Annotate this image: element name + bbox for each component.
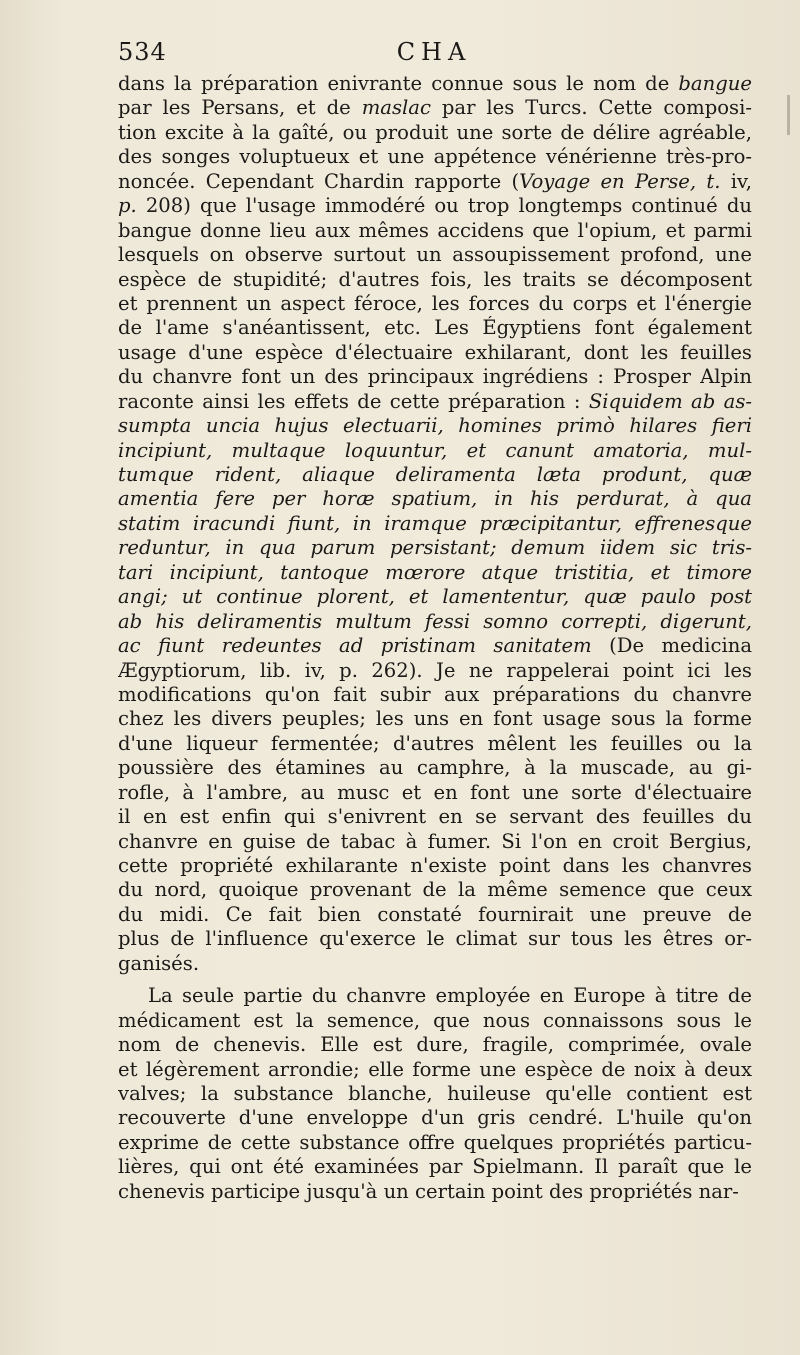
italic-text: Siquidem ab as-: [588, 389, 752, 413]
italic-text: incipiunt, multaque loquuntur, et canunt amatoria, mul-: [118, 438, 752, 462]
text-line: [118, 610, 752, 634]
text-line: [118, 1155, 752, 1179]
italic-text: Voyage en Perse, t.: [519, 169, 721, 193]
text-line: [118, 634, 752, 658]
italic-text: sumpta uncia hujus electuarii, homines primò hilares fieri: [118, 414, 752, 438]
text-line: [118, 781, 752, 805]
roman-text: du midi. Ce fait bien constaté fournirait une preuve de: [118, 902, 752, 926]
roman-text: du chanvre font un des principaux ingrédiens : Prosper Alpin: [118, 365, 752, 389]
text-line: [118, 878, 752, 902]
text-line: [118, 316, 752, 340]
text-line: [118, 732, 752, 756]
roman-text: usage d'une espèce d'électuaire exhilarant, dont les feuilles: [118, 340, 752, 364]
roman-text: chenevis participe jusqu'à un certain point des propriétés nar-: [118, 1179, 739, 1203]
text-line: [118, 1058, 752, 1082]
roman-text: rofle, à l'ambre, au musc et en font une sorte d'électuaire: [118, 780, 752, 804]
text-line: [118, 268, 752, 292]
text-line: [118, 659, 752, 683]
roman-text: recouverte d'une enveloppe d'un gris cendré. L'huile qu'on: [118, 1106, 752, 1130]
italic-text: ab his deliramentis multum fessi somno correpti, digerunt,: [118, 609, 752, 633]
text-line: [118, 952, 752, 976]
text-line: [118, 1082, 752, 1106]
roman-text: noncée. Cependant Chardin rapporte (: [118, 169, 520, 193]
roman-text: du nord, quoique provenant de la même semence que ceux: [118, 878, 752, 902]
paragraph: [118, 72, 752, 976]
text-line: [118, 707, 752, 731]
roman-text: par les Persans, et de: [118, 96, 362, 120]
roman-text: médicament est la semence, que nous connaissons sous le: [118, 1008, 752, 1032]
text-line: [118, 194, 752, 218]
text-line: [118, 487, 752, 511]
italic-text: amentia fere per horæ spatium, in his perdurat, à qua: [118, 487, 752, 511]
roman-text: lesquels on observe surtout un assoupissement profond, une: [118, 243, 752, 267]
text-line: [118, 414, 752, 438]
roman-text: et légèrement arrondie; elle forme une espèce de noix à deux: [118, 1057, 752, 1081]
italic-text: tari incipiunt, tantoque mœrore atque tristitia, et timore: [118, 560, 752, 584]
italic-text: ac fiunt redeuntes ad pristinam sanitatem: [118, 634, 592, 658]
text-line: [118, 1009, 752, 1033]
text-line: [118, 463, 752, 487]
roman-text: d'une liqueur fermentée; d'autres mêlent les feuilles ou la: [118, 731, 752, 755]
italic-text: p.: [118, 194, 137, 218]
running-head: CHA: [396, 38, 472, 66]
text-line: [118, 1180, 752, 1204]
text-line: [118, 145, 752, 169]
page-number: 534: [118, 38, 167, 66]
roman-text: lières, qui ont été examinées par Spielmann. Il paraît que le: [118, 1155, 752, 1179]
roman-text: par les Turcs. Cette composi-: [430, 96, 752, 120]
roman-text: ganisés.: [118, 951, 200, 975]
roman-text: dans la préparation enivrante connue sous le nom de: [118, 72, 679, 95]
paragraph: [118, 984, 752, 1204]
italic-text: maslac: [361, 96, 431, 120]
text-line: [118, 854, 752, 878]
text-line: [118, 439, 752, 463]
text-line: [118, 830, 752, 854]
text-line: [118, 536, 752, 560]
roman-text: La seule partie du chanvre employée en Europe à titre de: [148, 984, 752, 1008]
roman-text: iv,: [720, 169, 752, 193]
text-line: [118, 561, 752, 585]
text-line: [118, 72, 752, 96]
text-line: [118, 121, 752, 145]
roman-text: espèce de stupidité; d'autres fois, les traits se décomposent: [118, 267, 752, 291]
roman-text: 208) que l'usage immodéré ou trop longtemps continué du: [136, 194, 752, 218]
roman-text: (De medicina: [591, 634, 752, 658]
text-line: [118, 984, 752, 1008]
roman-text: chanvre en guise de tabac à fumer. Si l'on en croit Bergius,: [118, 829, 752, 853]
text-line: [118, 219, 752, 243]
page-header: [118, 38, 750, 72]
roman-text: cette propriété exhilarante n'existe point dans les chanvres: [118, 854, 752, 877]
roman-text: raconte ainsi les effets de cette préparation :: [118, 389, 589, 413]
italic-text: statim iracundi fiunt, in iramque præcipitantur, effrenesque: [118, 511, 752, 535]
roman-text: Ægyptiorum, lib. iv, p. 262). Je ne rappelerai point ici les: [118, 658, 752, 682]
text-line: [118, 1106, 752, 1130]
roman-text: poussière des étamines au camphre, à la muscade, au gi-: [118, 756, 752, 780]
italic-text: bangue: [678, 72, 752, 95]
page-edge-mark: [787, 95, 790, 135]
text-line: [118, 683, 752, 707]
body-text: [118, 72, 752, 1204]
text-line: [118, 903, 752, 927]
roman-text: valves; la substance blanche, huileuse qu'elle contient est: [118, 1081, 752, 1105]
roman-text: nom de chenevis. Elle est dure, fragile, comprimée, ovale: [118, 1033, 752, 1057]
roman-text: bangue donne lieu aux mêmes accidens que l'opium, et parmi: [118, 218, 752, 242]
roman-text: modifications qu'on fait subir aux préparations du chanvre: [118, 682, 752, 706]
roman-text: chez les divers peuples; les uns en font usage sous la forme: [118, 707, 752, 731]
text-line: [118, 756, 752, 780]
text-line: [118, 1131, 752, 1155]
text-line: [118, 243, 752, 267]
text-line: [118, 365, 752, 389]
roman-text: des songes voluptueux et une appétence vénérienne très-pro-: [118, 145, 752, 169]
text-line: [118, 96, 752, 120]
paragraph-gap: [118, 976, 752, 984]
italic-text: angi; ut continue plorent, et lamententur, quæ paulo post: [118, 585, 752, 609]
text-line: [118, 170, 752, 194]
roman-text: plus de l'influence qu'exerce le climat sur tous les êtres or-: [118, 927, 752, 951]
text-line: [118, 292, 752, 316]
text-line: [118, 805, 752, 829]
roman-text: exprime de cette substance offre quelques propriétés particu-: [118, 1130, 752, 1154]
roman-text: de l'ame s'anéantissent, etc. Les Égyptiens font également: [118, 316, 752, 340]
roman-text: et prennent un aspect féroce, les forces du corps et l'énergie: [118, 291, 752, 315]
text-line: [118, 927, 752, 951]
text-line: [118, 512, 752, 536]
roman-text: il en est enfin qui s'enivrent en se servant des feuilles du: [118, 805, 752, 829]
text-line: [118, 585, 752, 609]
italic-text: tumque rident, aliaque deliramenta læta produnt, quæ: [118, 463, 752, 486]
text-line: [118, 390, 752, 414]
roman-text: tion excite à la gaîté, ou produit une sorte de délire agréable,: [118, 120, 752, 144]
text-line: [118, 1033, 752, 1057]
italic-text: reduntur, in qua parum persistant; demum iidem sic tris-: [118, 536, 752, 560]
text-line: [118, 341, 752, 365]
